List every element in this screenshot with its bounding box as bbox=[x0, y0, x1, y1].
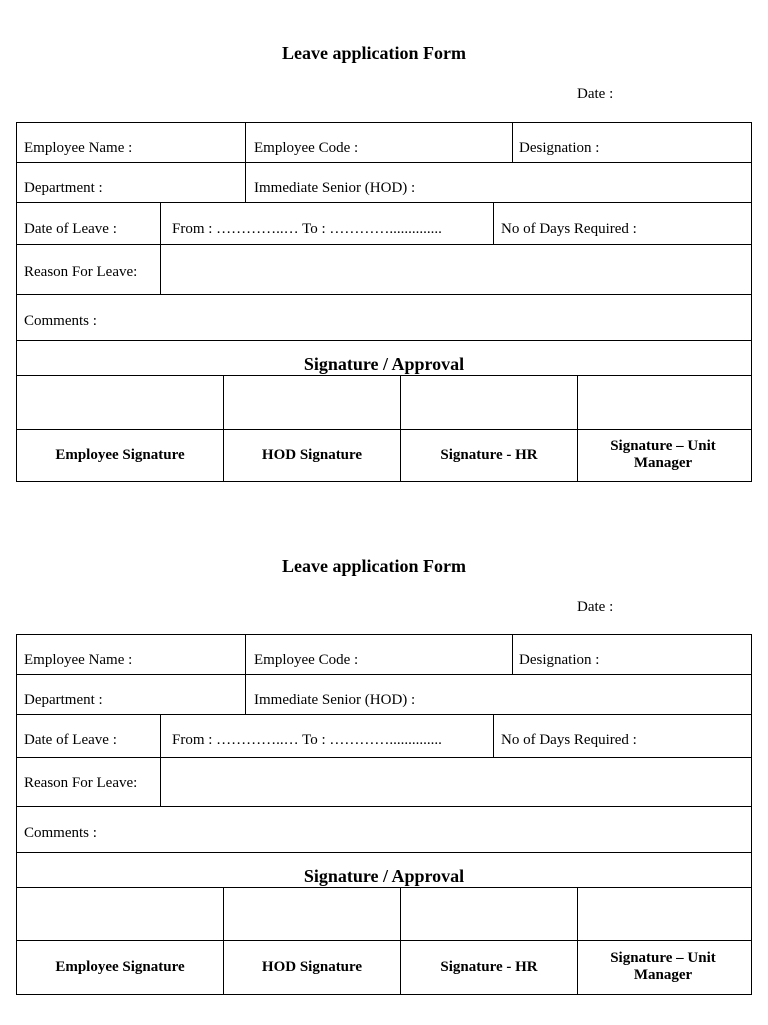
date-of-leave-label: Date of Leave : bbox=[24, 221, 117, 237]
hod-signature-label: HOD Signature bbox=[261, 446, 363, 463]
hr-signature-label: Signature - HR bbox=[440, 958, 538, 975]
leave-form-table bbox=[16, 122, 752, 482]
row-divider bbox=[16, 162, 752, 163]
leave-form bbox=[0, 0, 768, 512]
comments-label: Comments : bbox=[24, 313, 97, 329]
row-divider bbox=[16, 375, 752, 376]
row-divider bbox=[16, 757, 752, 758]
department-label: Department : bbox=[24, 692, 103, 708]
table-border-top bbox=[16, 634, 752, 635]
no-of-days-label: No of Days Required : bbox=[501, 221, 637, 237]
signature-approval-title: Signature / Approval bbox=[303, 866, 465, 886]
employee-code-label: Employee Code : bbox=[254, 140, 359, 156]
col-divider bbox=[493, 202, 494, 244]
employee-signature-label: Employee Signature bbox=[55, 958, 185, 975]
table-border-right bbox=[751, 634, 752, 995]
col-divider bbox=[493, 714, 494, 757]
hr-signature-label: Signature - HR bbox=[440, 446, 538, 463]
department-label: Department : bbox=[24, 180, 103, 196]
col-divider bbox=[160, 714, 161, 806]
immediate-senior-label: Immediate Senior (HOD) : bbox=[254, 180, 416, 196]
comments-label: Comments : bbox=[24, 825, 97, 841]
employee-code-label: Employee Code : bbox=[254, 652, 359, 668]
from-to-field: From : …………..… To : ………….............. bbox=[172, 221, 442, 237]
designation-label: Designation : bbox=[519, 652, 600, 668]
employee-name-label: Employee Name : bbox=[24, 652, 133, 668]
immediate-senior-label: Immediate Senior (HOD) : bbox=[254, 692, 416, 708]
row-divider bbox=[16, 294, 752, 295]
reason-label: Reason For Leave: bbox=[24, 264, 138, 280]
hod-signature-label: HOD Signature bbox=[261, 958, 363, 975]
col-divider bbox=[577, 375, 578, 481]
col-divider bbox=[577, 887, 578, 994]
table-border-left bbox=[16, 122, 17, 482]
no-of-days-label: No of Days Required : bbox=[501, 732, 637, 748]
form-title: Leave application Form bbox=[282, 556, 466, 576]
form-title: Leave application Form bbox=[282, 43, 466, 63]
row-divider bbox=[16, 887, 752, 888]
reason-label: Reason For Leave: bbox=[24, 775, 138, 791]
table-border-bottom bbox=[16, 481, 752, 482]
col-divider bbox=[245, 122, 246, 202]
date-of-leave-label: Date of Leave : bbox=[24, 732, 117, 748]
table-border-top bbox=[16, 122, 752, 123]
col-divider bbox=[245, 634, 246, 714]
signature-approval-title: Signature / Approval bbox=[303, 354, 465, 374]
employee-name-label: Employee Name : bbox=[24, 140, 133, 156]
leave-form bbox=[0, 513, 768, 1025]
row-divider bbox=[16, 244, 752, 245]
designation-label: Designation : bbox=[519, 140, 600, 156]
col-divider bbox=[160, 202, 161, 294]
date-label: Date : bbox=[577, 599, 614, 615]
row-divider bbox=[16, 674, 752, 675]
row-divider bbox=[16, 202, 752, 203]
leave-form-table bbox=[16, 634, 752, 994]
table-border-right bbox=[751, 122, 752, 482]
unit-manager-signature-label: Signature – Unit Manager bbox=[610, 438, 716, 471]
row-divider bbox=[16, 806, 752, 807]
row-divider bbox=[16, 852, 752, 853]
row-divider bbox=[16, 340, 752, 341]
col-divider bbox=[512, 634, 513, 674]
row-divider bbox=[16, 714, 752, 715]
unit-manager-signature-label: Signature – Unit Manager bbox=[610, 950, 716, 983]
date-label: Date : bbox=[577, 86, 614, 102]
col-divider bbox=[512, 122, 513, 162]
employee-signature-label: Employee Signature bbox=[55, 446, 185, 463]
from-to-field: From : …………..… To : ………….............. bbox=[172, 732, 442, 748]
table-border-bottom bbox=[16, 994, 752, 995]
